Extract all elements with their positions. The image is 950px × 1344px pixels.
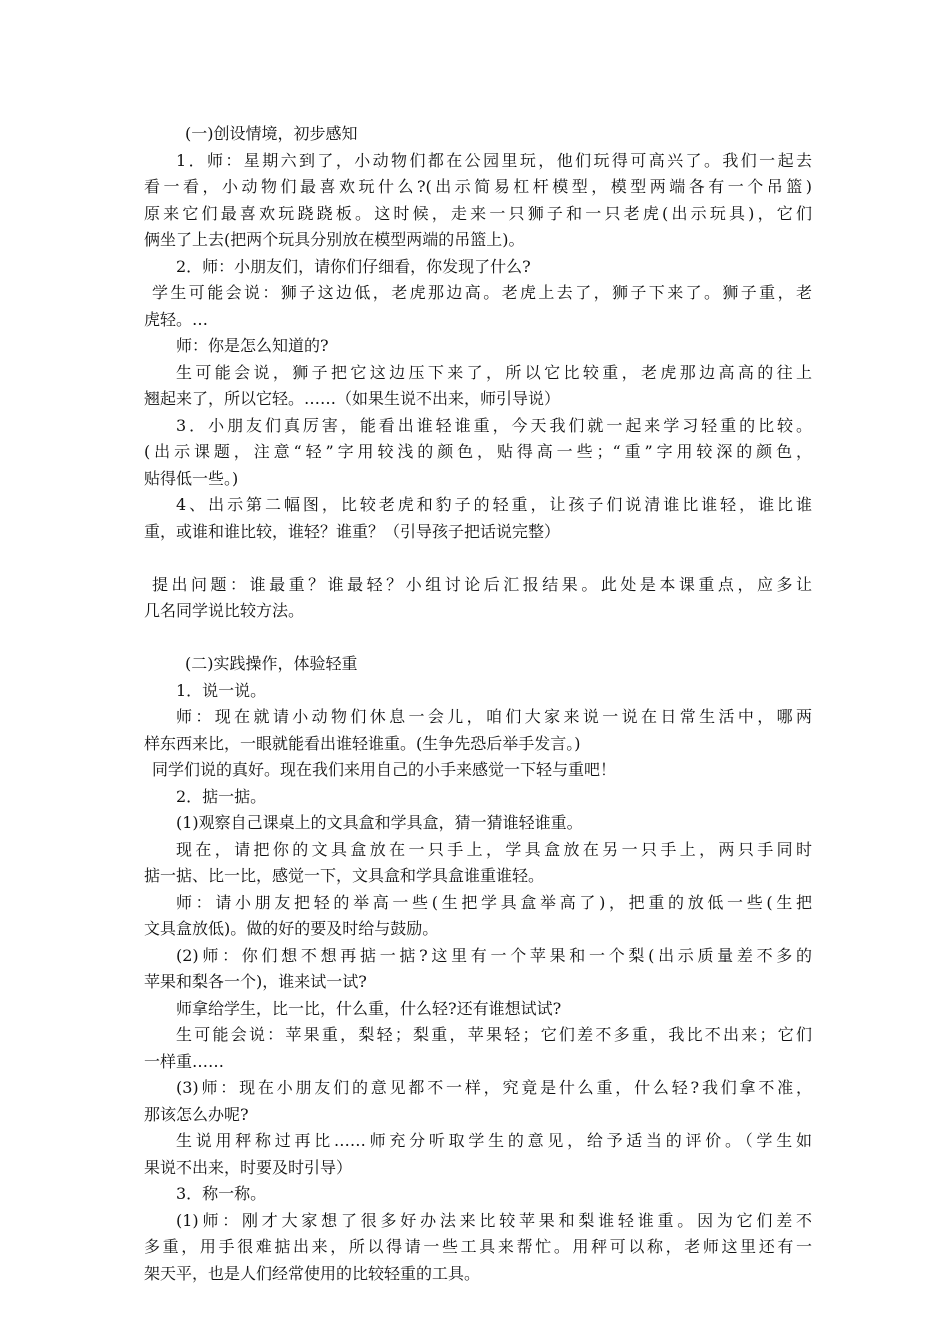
paragraph-line: 苹果和梨各一个)，谁来试一试?: [144, 972, 367, 991]
blank-line: [144, 625, 812, 652]
paragraph-line: (2)师：你们想不想再掂一掂?这里有一个苹果和一个梨(出示质量差不多的: [176, 945, 812, 965]
paragraph-line: 生说用秤称过再比……师充分听取学生的意见，给予适当的评价。（学生如: [176, 1131, 812, 1150]
paragraph-line: 生可能会说，狮子把它这边压下来了，所以它比较重，老虎那边高高的往上: [176, 362, 812, 382]
paragraph-line: 文具盒放低)。做的好的要及时给与鼓励。: [144, 919, 439, 938]
paragraph-line: 掂一掂、比一比，感觉一下，文具盒和学具盒谁重谁轻。: [144, 866, 545, 885]
paragraph-line: 1．师：星期六到了，小动物们都在公园里玩，他们玩得可高兴了。我们一起去: [176, 150, 812, 170]
document-page: [144, 121, 812, 1287]
blank-line: [144, 545, 812, 572]
paragraph-line: 多重，用手很难掂出来，所以得请一些工具来帮忙。用秤可以称，老师这里还有一: [144, 1237, 812, 1256]
subheading: 2．掂一掂。: [176, 786, 267, 806]
paragraph-line: 2．师：小朋友们，请你们仔细看，你发现了什么?: [176, 256, 531, 276]
paragraph-line: 3．小朋友们真厉害，能看出谁轻谁重，今天我们就一起来学习轻重的比较。: [176, 415, 812, 435]
paragraph-line: (1)师：刚才大家想了很多好办法来比较苹果和梨谁轻谁重。因为它们差不: [176, 1210, 812, 1230]
paragraph-line: 师：现在就请小动物们休息一会儿，咱们大家来说一说在日常生活中，哪两: [176, 707, 812, 726]
paragraph-line: 重，或谁和谁比较，谁轻？谁重？（引导孩子把话说完整）: [144, 521, 561, 541]
paragraph-line: 提出问题：谁最重？谁最轻？小组讨论后汇报结果。此处是本课重点，应多让: [152, 574, 812, 594]
paragraph-line: 学生可能会说：狮子这边低，老虎那边高。老虎上去了，狮子下来了。狮子重，老: [152, 283, 812, 302]
paragraph-line: (出示课题，注意“轻”字用较浅的颜色，贴得高一些；“重”字用较深的颜色，: [144, 442, 812, 461]
paragraph-line: 贴得低一些。): [144, 468, 239, 488]
paragraph-line: 生可能会说：苹果重，梨轻；梨重，苹果轻；它们差不多重，我比不出来；它们: [176, 1025, 812, 1044]
paragraph-line: 现在，请把你的文具盒放在一只手上，学具盒放在另一只手上，两只手同时: [176, 839, 812, 859]
paragraph-line: 几名同学说比较方法。: [144, 601, 305, 620]
subheading: 3．称一称。: [176, 1184, 267, 1203]
paragraph-line: 原来它们最喜欢玩跷跷板。这时候，走来一只狮子和一只老虎(出示玩具)，它们: [144, 203, 812, 223]
paragraph-line: 样东西来比，一眼就能看出谁轻谁重。(生争先恐后举手发言。): [144, 733, 581, 753]
paragraph-line: 架天平，也是人们经常使用的比较轻重的工具。: [144, 1263, 481, 1283]
paragraph-line: 师：你是怎么知道的?: [176, 336, 329, 355]
paragraph-line: 那该怎么办呢?: [144, 1104, 249, 1124]
paragraph-line: (1)观察自己课桌上的文具盒和学具盒，猜一猜谁轻谁重。: [176, 813, 583, 832]
subheading: 1．说一说。: [176, 680, 267, 700]
paragraph-line: 果说不出来，时要及时引导）: [144, 1157, 353, 1177]
paragraph-line: 同学们说的真好。现在我们来用自己的小手来感觉一下轻与重吧！: [152, 760, 617, 779]
paragraph-line: 翘起来了，所以它轻。……（如果生说不出来，师引导说）: [144, 389, 561, 408]
paragraph-line: 师拿给学生，比一比，什么重，什么轻?还有谁想试试?: [176, 998, 562, 1018]
section-heading-2: (二)实践操作，体验轻重: [185, 654, 358, 673]
paragraph-line: 看一看，小动物们最喜欢玩什么?(出示简易杠杆模型，模型两端各有一个吊篮): [144, 177, 812, 196]
paragraph-line: 虎轻。…: [144, 309, 209, 329]
paragraph-line: 师：请小朋友把轻的举高一些(生把学具盒举高了)，把重的放低一些(生把: [176, 892, 812, 912]
paragraph-line: 4、出示第二幅图，比较老虎和豹子的轻重，让孩子们说清谁比谁轻，谁比谁: [176, 495, 812, 514]
paragraph-line: (3)师：现在小朋友们的意见都不一样，究竟是什么重，什么轻?我们拿不准，: [176, 1078, 812, 1097]
paragraph-line: 俩坐了上去(把两个玩具分别放在模型两端的吊篮上)。: [144, 230, 525, 249]
paragraph-line: 一样重……: [144, 1051, 225, 1071]
section-heading-1: (一)创设情境，初步感知: [185, 124, 358, 143]
